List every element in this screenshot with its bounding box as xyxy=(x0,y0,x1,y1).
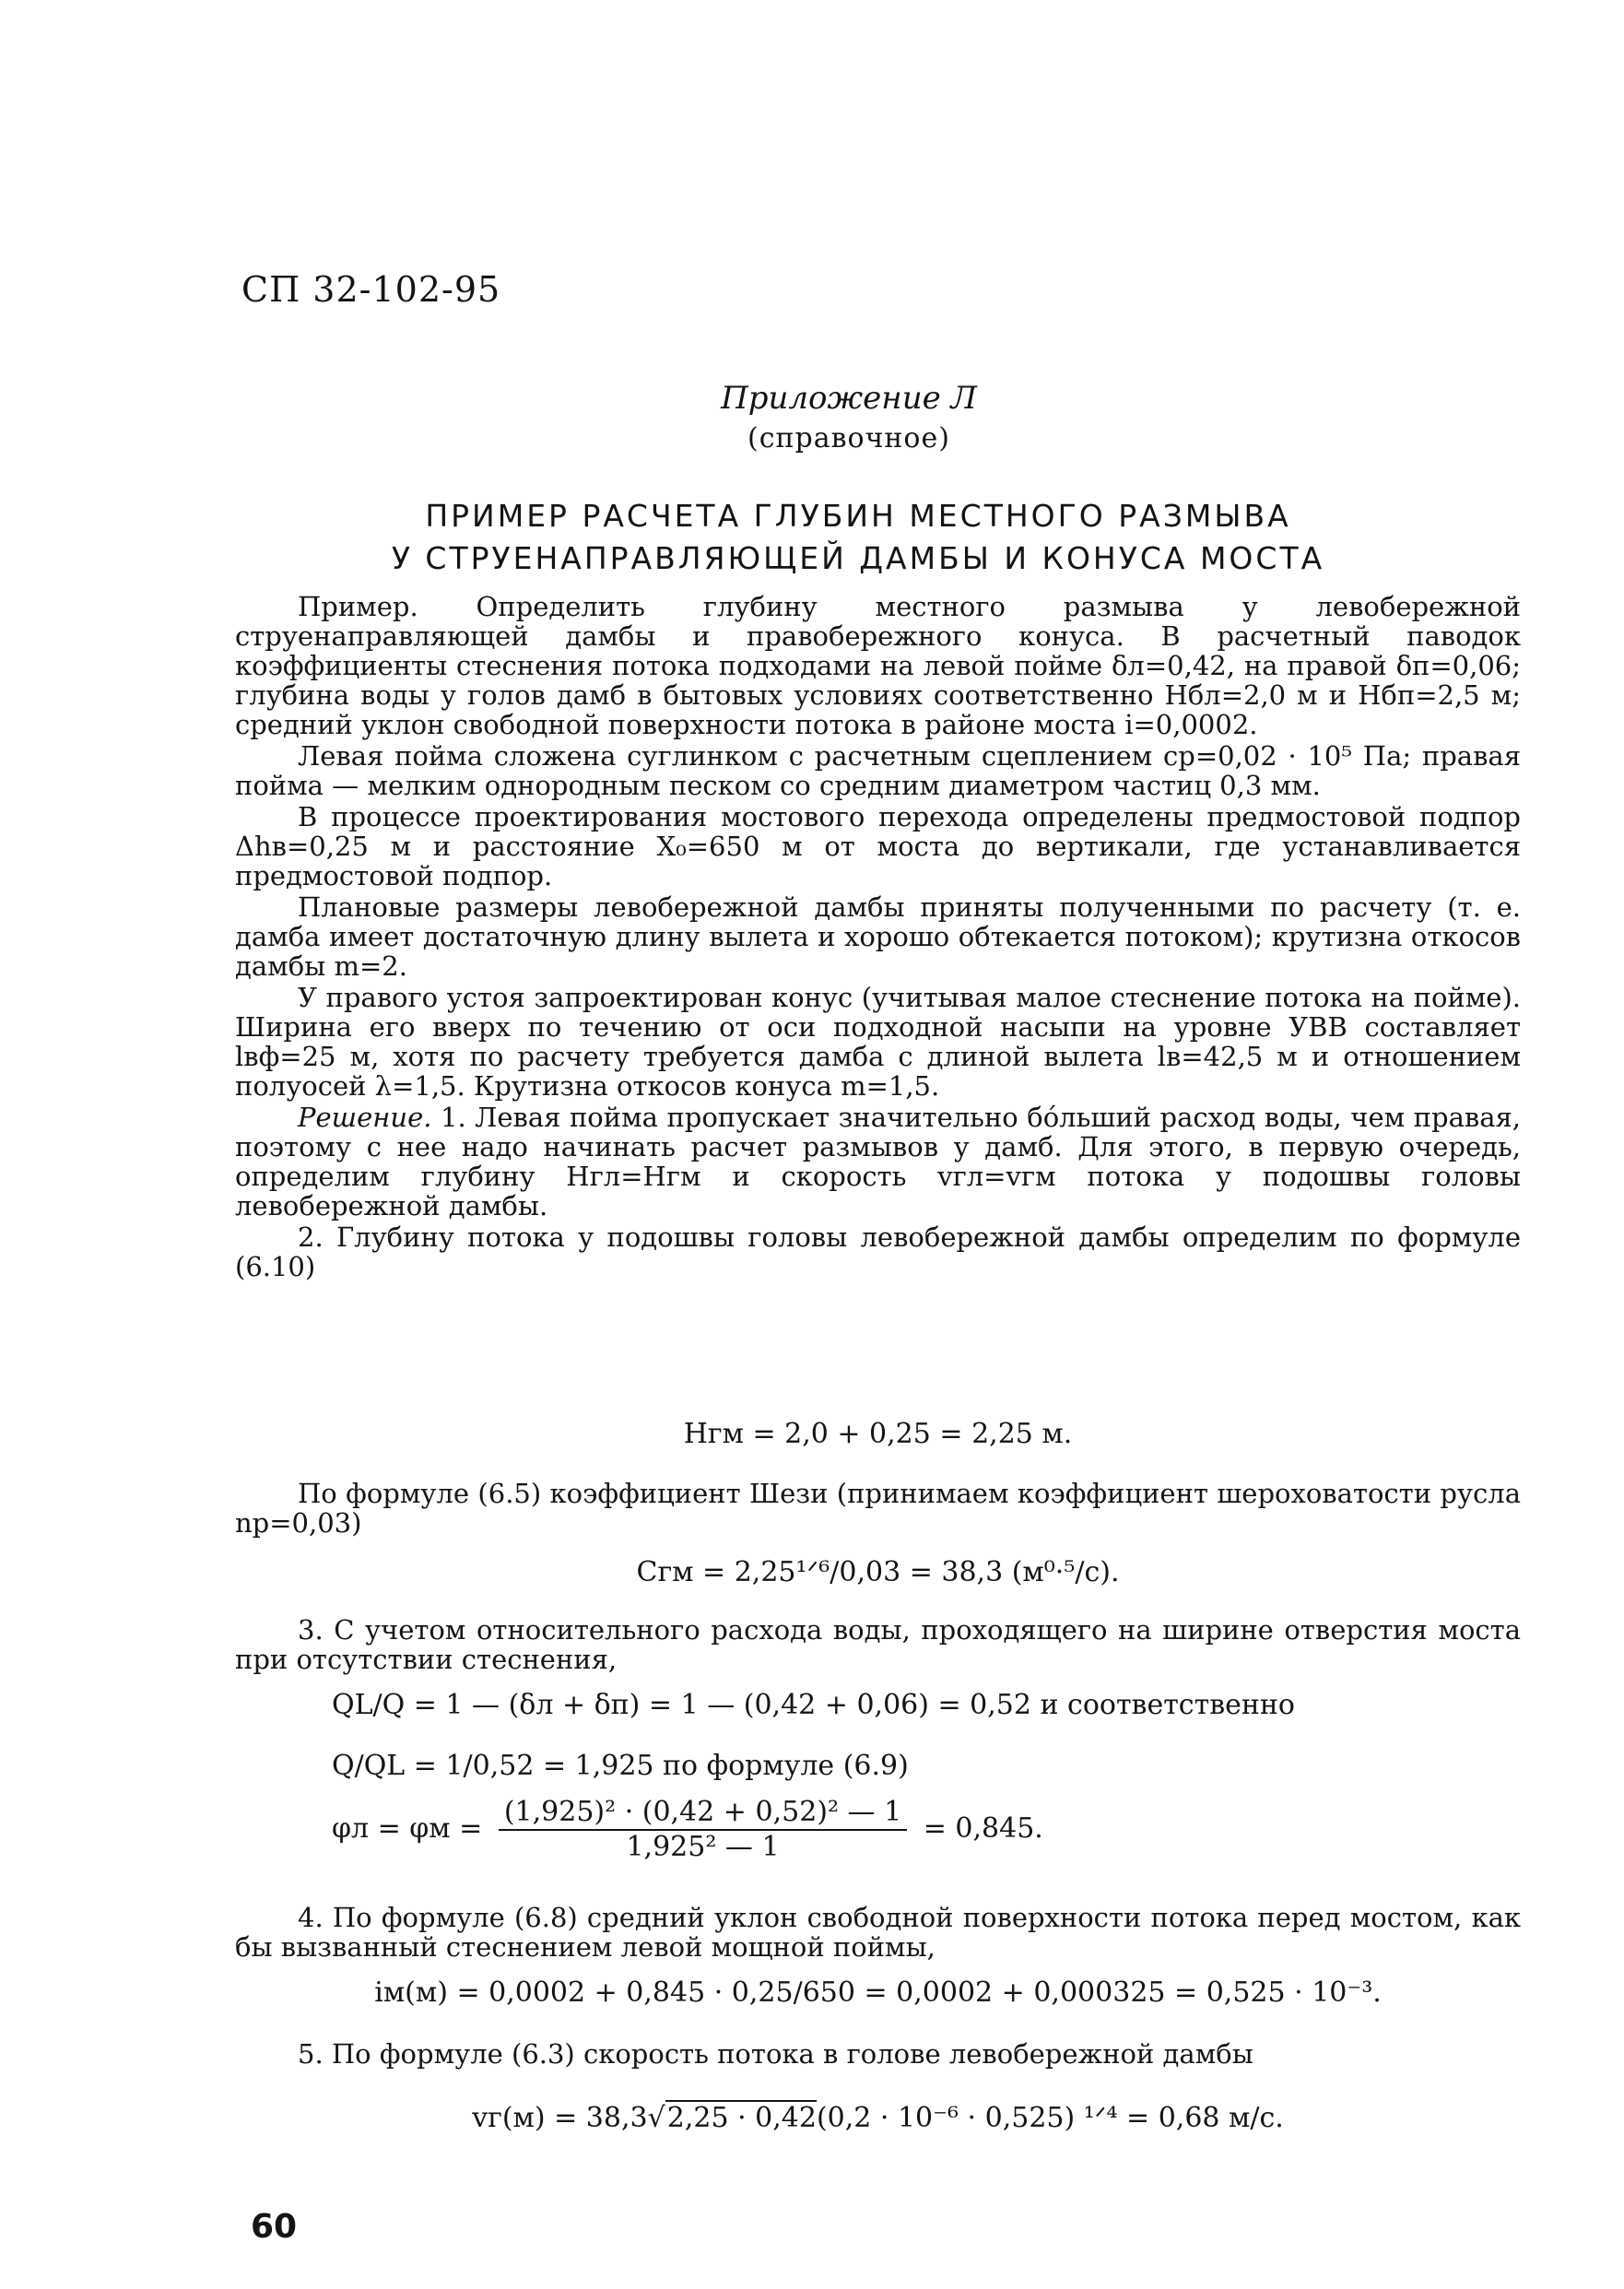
formula-phi xyxy=(332,1798,1043,1862)
paragraph-step-4: 4. По формуле (6.8) средний уклон свободной поверхности потока перед мостом, как бы вызванный стеснением левой мощной поймы, xyxy=(235,1902,1521,1963)
phi-fraction xyxy=(499,1798,907,1862)
phi-rhs: = 0,845. xyxy=(923,1812,1043,1845)
paragraph-chezy-wrap xyxy=(235,1479,1521,1540)
paragraph-step-5-wrap xyxy=(235,2039,1521,2071)
velocity-rhs: (0,2 · 10⁻⁶ · 0,525) ¹ᐟ⁴ = 0,68 м/с. xyxy=(816,2102,1284,2134)
paragraph-dam-size: Плановые размеры левобережной дамбы приняты полученными по расчету (т. е. дамба имеет достаточную длину вылета и хорошо обтекается потоком); крутизна откосов дамбы m=2. xyxy=(235,891,1521,982)
paragraph-step-3-wrap xyxy=(235,1615,1521,1676)
formula-slope: iм(м) = 0,0002 + 0,845 · 0,25/650 = 0,0002 + 0,000325 = 0,525 · 10⁻³. xyxy=(374,1976,1382,2009)
phi-lhs: φл = φм = xyxy=(332,1812,483,1845)
sqrt-icon: √ xyxy=(647,2102,665,2134)
paragraph-step-4-wrap xyxy=(235,1903,1521,1964)
formula-velocity xyxy=(235,2104,1521,2133)
solution-label: Решение. xyxy=(298,1102,432,1133)
velocity-sqrt-arg: 2,25 · 0,42 xyxy=(666,2102,817,2134)
body-text xyxy=(235,592,1521,1283)
formula-chezy: Cгм = 2,25¹ᐟ⁶/0,03 = 38,3 (м⁰·⁵/с). xyxy=(636,1556,1120,1588)
phi-denominator: 1,925² — 1 xyxy=(626,1831,780,1863)
velocity-lhs: vг(м) = 38,3 xyxy=(472,2102,648,2134)
paragraph-design: В процессе проектирования мостового перехода определены предмостовой подпор Δhв=0,25 м и расстояние X₀=650 м от моста до вертикали, где устанавливается предмостовой подпор. xyxy=(235,801,1521,891)
appendix-label: Приложение Л xyxy=(721,380,977,417)
paragraph-step-5: 5. По формуле (6.3) скорость потока в голове левобережной дамбы xyxy=(298,2038,1253,2070)
document-code-header: СП 32-102-95 xyxy=(241,269,501,310)
formula-depth: Hгм = 2,0 + 0,25 = 2,25 м. xyxy=(683,1418,1073,1450)
section-title-line-2: У СТРУЕНАПРАВЛЯЮЩЕЙ ДАМБЫ И КОНУСА МОСТА xyxy=(391,540,1325,576)
page-number: 60 xyxy=(251,2208,298,2246)
section-title-line-1: ПРИМЕР РАСЧЕТА ГЛУБИН МЕСТНОГО РАЗМЫВА xyxy=(425,498,1291,534)
paragraph-chezy: По формуле (6.5) коэффициент Шези (принимаем коэффициент шероховатости русла nр=0,03) xyxy=(235,1478,1521,1539)
paragraph-example: Пример. Определить глубину местного размыва у левобережной струенаправляющей дамбы и правобережного конуса. В расчетный паводок коэффициенты стеснения потока подходами на левой пойме δл=0,42, на правой δп=0,06; глубина воды у голов дамб в бытовых условиях соответственно Hбл=2,0 м и Hбп=2,5 м; средний уклон свободной поверхности потока в районе моста i=0,0002. xyxy=(235,591,1521,740)
solution-step-1: 1. Левая пойма пропускает значительно бо́льший расход воды, чем правая, поэтому с нее надо начинать расчет размывов у дамб. Для этого, в первую очередь, определим глубину Hгл=Hгм и скорость vгл=vгм потока у подошвы головы левобережной дамбы. xyxy=(235,1102,1521,1221)
appendix-note: (справочное) xyxy=(747,422,950,454)
phi-numerator: (1,925)² · (0,42 + 0,52)² — 1 xyxy=(499,1798,907,1831)
paragraph-solution-1 xyxy=(235,1103,1521,1221)
paragraph-soils: Левая пойма сложена суглинком с расчетным сцеплением cр=0,02 · 10⁵ Па; правая пойма — мелким однородным песком со средним диаметром частиц 0,3 мм. xyxy=(235,740,1521,801)
paragraph-step-3: 3. С учетом относительного расхода воды, проходящего на ширине отверстия моста при отсутствии стеснения, xyxy=(235,1614,1521,1675)
formula-relative-flow: QL/Q = 1 — (δл + δп) = 1 — (0,42 + 0,06) = 0,52 и соответственно xyxy=(332,1689,1295,1721)
paragraph-step-2: 2. Глубину потока у подошвы головы левобережной дамбы определим по формуле (6.10) xyxy=(235,1221,1521,1282)
formula-inverse-flow: Q/QL = 1/0,52 = 1,925 по формуле (6.9) xyxy=(332,1750,909,1782)
paragraph-cone: У правого устоя запроектирован конус (учитывая малое стеснение потока на пойме). Ширина его вверх по течению от оси подходной насыпи на уровне УВВ составляет lвф=25 м, хотя по расчету требуется дамба с длиной вылета lв=42,5 м и отношением полуосей λ=1,5. Крутизна откосов конуса m=1,5. xyxy=(235,982,1521,1102)
